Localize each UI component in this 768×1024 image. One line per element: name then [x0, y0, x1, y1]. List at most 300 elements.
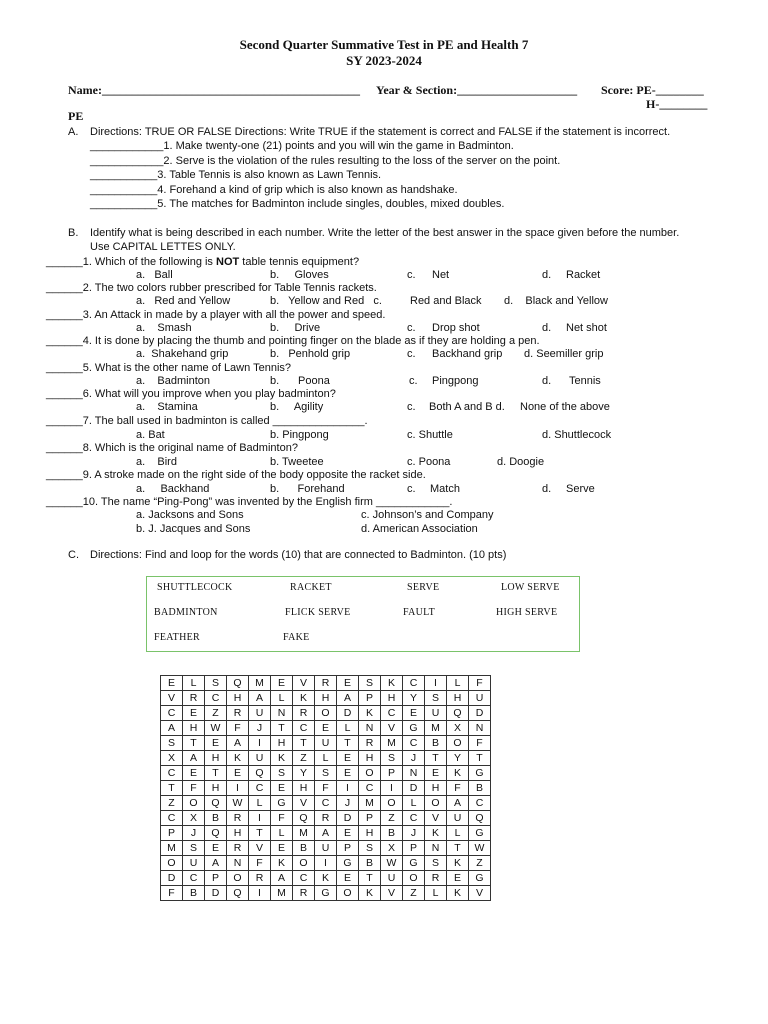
mc-question-3: ______3. An Attack in made by a player with all the power and speed. [46, 309, 386, 321]
grid-cell[interactable]: L [315, 751, 337, 766]
q5-option-c-letter: c. [409, 375, 418, 387]
grid-row [161, 811, 491, 826]
q6-option-c-letter: c. [407, 401, 416, 413]
grid-cell[interactable]: H [271, 736, 293, 751]
grid-cell[interactable]: O [337, 886, 359, 901]
grid-cell[interactable]: G [403, 721, 425, 736]
grid-cell[interactable]: G [337, 856, 359, 871]
part-b-letter: B. [68, 227, 79, 239]
grid-cell[interactable]: E [403, 706, 425, 721]
word-bank-item: FAULT [403, 607, 436, 618]
grid-cell[interactable]: V [469, 886, 491, 901]
grid-cell[interactable]: L [271, 826, 293, 841]
grid-cell[interactable]: T [337, 736, 359, 751]
q10-option-b: b. J. Jacques and Sons [136, 523, 251, 535]
q5-option-d-letter: d. [542, 375, 552, 387]
grid-cell[interactable]: O [183, 796, 205, 811]
grid-row [161, 871, 491, 886]
q3-option-d: Net shot [566, 322, 607, 334]
grid-cell[interactable]: F [271, 811, 293, 826]
grid-cell[interactable]: R [227, 841, 249, 856]
grid-cell[interactable]: A [249, 691, 271, 706]
grid-cell[interactable]: H [315, 691, 337, 706]
grid-row [161, 781, 491, 796]
grid-cell[interactable]: L [183, 676, 205, 691]
grid-cell[interactable]: E [271, 676, 293, 691]
grid-cell[interactable]: V [293, 676, 315, 691]
grid-cell[interactable]: O [227, 871, 249, 886]
grid-cell[interactable]: L [249, 796, 271, 811]
q1-option-c: Net [432, 269, 450, 281]
grid-cell[interactable]: G [403, 856, 425, 871]
grid-cell[interactable]: E [337, 766, 359, 781]
grid-cell[interactable]: U [447, 811, 469, 826]
grid-cell[interactable]: W [227, 796, 249, 811]
grid-cell[interactable]: F [315, 781, 337, 796]
grid-cell[interactable]: E [337, 871, 359, 886]
grid-cell[interactable]: B [183, 886, 205, 901]
grid-cell[interactable]: J [249, 721, 271, 736]
grid-cell[interactable]: W [381, 856, 403, 871]
q1-option-d: Racket [566, 269, 601, 281]
grid-cell[interactable]: W [205, 721, 227, 736]
grid-cell[interactable]: H [293, 781, 315, 796]
grid-cell[interactable]: R [293, 706, 315, 721]
q9-option-d-letter: d. [542, 483, 552, 495]
grid-cell[interactable]: U [315, 841, 337, 856]
grid-cell[interactable]: C [403, 811, 425, 826]
grid-cell[interactable]: O [381, 796, 403, 811]
grid-cell[interactable]: Q [227, 886, 249, 901]
q4-option-b: b. Penhold grip [270, 348, 351, 360]
grid-cell[interactable]: F [447, 781, 469, 796]
grid-cell[interactable]: M [249, 676, 271, 691]
grid-cell[interactable]: T [161, 781, 183, 796]
grid-cell[interactable]: Q [205, 796, 227, 811]
grid-row [161, 856, 491, 871]
year-section-field: Year & Section:____________________ [376, 83, 578, 97]
grid-cell[interactable]: E [205, 736, 227, 751]
grid-cell[interactable]: I [249, 811, 271, 826]
q5-option-b-letter: b. [270, 375, 280, 387]
grid-cell[interactable]: C [403, 676, 425, 691]
grid-cell[interactable]: K [359, 706, 381, 721]
grid-cell[interactable]: U [381, 871, 403, 886]
word-bank-item: HIGH SERVE [496, 607, 558, 618]
q10-option-d: d. American Association [361, 523, 478, 535]
grid-cell[interactable]: K [381, 676, 403, 691]
q7-option-d: d. Shuttlecock [542, 429, 612, 441]
grid-cell[interactable]: I [227, 781, 249, 796]
grid-cell[interactable]: L [447, 826, 469, 841]
grid-cell[interactable]: S [381, 751, 403, 766]
grid-cell[interactable]: V [249, 841, 271, 856]
grid-cell[interactable]: K [271, 856, 293, 871]
grid-cell[interactable]: R [359, 736, 381, 751]
grid-cell[interactable]: H [227, 826, 249, 841]
q1-option-b: b. Gloves [270, 269, 329, 281]
grid-cell[interactable]: R [183, 691, 205, 706]
grid-cell[interactable]: U [249, 751, 271, 766]
q4-option-c-letter: c. [407, 348, 416, 360]
grid-cell[interactable]: L [403, 796, 425, 811]
word-bank-item: SHUTTLECOCK [157, 582, 233, 593]
grid-cell[interactable]: V [293, 796, 315, 811]
q1-emphasis: NOT [216, 256, 240, 268]
grid-cell[interactable]: O [403, 871, 425, 886]
grid-row [161, 886, 491, 901]
grid-cell[interactable]: Q [227, 676, 249, 691]
grid-cell[interactable]: J [403, 826, 425, 841]
q1-text-post: table tennis equipment? [239, 256, 360, 268]
q6-option-d: None of the above [520, 401, 610, 413]
mc-question-4: ______4. It is done by placing the thumb and pointing finger on the blade as if they are holding a pen. [46, 335, 540, 347]
grid-cell[interactable]: E [337, 676, 359, 691]
q9-option-d: Serve [566, 483, 595, 495]
grid-cell[interactable]: H [359, 751, 381, 766]
grid-cell[interactable]: M [293, 826, 315, 841]
grid-cell[interactable]: F [469, 676, 491, 691]
grid-cell[interactable]: T [425, 751, 447, 766]
grid-cell[interactable]: G [271, 796, 293, 811]
grid-cell[interactable]: O [425, 796, 447, 811]
grid-cell[interactable]: K [271, 751, 293, 766]
grid-cell[interactable]: A [315, 826, 337, 841]
q8-option-d: d. Doogie [497, 456, 545, 468]
word-bank-item: LOW SERVE [501, 582, 560, 593]
q4-option-d: d. Seemiller grip [524, 348, 604, 360]
grid-cell[interactable]: M [425, 721, 447, 736]
grid-cell[interactable]: M [381, 736, 403, 751]
grid-cell[interactable]: F [183, 781, 205, 796]
word-bank-item: RACKET [290, 582, 332, 593]
grid-cell[interactable]: E [271, 841, 293, 856]
grid-cell[interactable]: A [205, 856, 227, 871]
grid-cell[interactable]: B [381, 826, 403, 841]
grid-cell[interactable]: N [425, 841, 447, 856]
grid-cell[interactable]: P [403, 841, 425, 856]
grid-cell[interactable]: W [469, 841, 491, 856]
grid-cell[interactable]: X [447, 721, 469, 736]
q5-option-d: Tennis [569, 375, 601, 387]
grid-cell[interactable]: T [249, 826, 271, 841]
grid-cell[interactable]: O [293, 856, 315, 871]
grid-cell[interactable]: C [403, 736, 425, 751]
grid-cell[interactable]: X [183, 811, 205, 826]
grid-cell[interactable]: I [315, 856, 337, 871]
grid-cell[interactable]: Z [381, 811, 403, 826]
grid-cell[interactable]: T [271, 721, 293, 736]
grid-cell[interactable]: D [337, 811, 359, 826]
grid-row [161, 706, 491, 721]
grid-row [161, 766, 491, 781]
q2-option-d: d. Black and Yellow [504, 295, 608, 307]
grid-cell[interactable]: D [337, 706, 359, 721]
grid-cell[interactable]: C [161, 766, 183, 781]
grid-cell[interactable]: C [183, 871, 205, 886]
grid-cell[interactable]: C [381, 706, 403, 721]
grid-cell[interactable]: P [337, 841, 359, 856]
grid-cell[interactable]: F [161, 886, 183, 901]
grid-cell[interactable]: F [249, 856, 271, 871]
grid-cell[interactable]: M [161, 841, 183, 856]
grid-row [161, 721, 491, 736]
grid-cell[interactable]: D [161, 871, 183, 886]
grid-cell[interactable]: E [161, 676, 183, 691]
grid-cell[interactable]: P [381, 766, 403, 781]
grid-cell[interactable]: U [469, 691, 491, 706]
grid-cell[interactable]: S [315, 766, 337, 781]
grid-cell[interactable]: L [447, 676, 469, 691]
grid-cell[interactable]: C [293, 871, 315, 886]
grid-cell[interactable]: H [359, 826, 381, 841]
grid-cell[interactable]: H [381, 691, 403, 706]
grid-cell[interactable]: A [271, 871, 293, 886]
grid-cell[interactable]: B [359, 856, 381, 871]
grid-cell[interactable]: H [205, 781, 227, 796]
grid-cell[interactable]: K [447, 766, 469, 781]
grid-cell[interactable]: O [359, 766, 381, 781]
grid-cell[interactable]: N [227, 856, 249, 871]
grid-cell[interactable]: X [161, 751, 183, 766]
grid-row [161, 751, 491, 766]
grid-cell[interactable]: T [359, 871, 381, 886]
grid-cell[interactable]: E [425, 766, 447, 781]
grid-cell[interactable]: K [447, 886, 469, 901]
grid-cell[interactable]: V [381, 721, 403, 736]
grid-cell[interactable]: E [183, 766, 205, 781]
grid-cell[interactable]: U [183, 856, 205, 871]
grid-cell[interactable]: Z [161, 796, 183, 811]
grid-cell[interactable]: I [337, 781, 359, 796]
grid-cell[interactable]: T [205, 766, 227, 781]
grid-cell[interactable]: Y [403, 691, 425, 706]
grid-cell[interactable]: I [425, 676, 447, 691]
q5-option-a: a. Badminton [136, 375, 210, 387]
grid-cell[interactable]: S [205, 676, 227, 691]
grid-cell[interactable]: E [315, 721, 337, 736]
grid-cell[interactable]: Q [447, 706, 469, 721]
grid-cell[interactable]: D [205, 886, 227, 901]
grid-cell[interactable]: B [205, 811, 227, 826]
grid-cell[interactable]: T [293, 736, 315, 751]
q1-option-c-letter: c. [407, 269, 416, 281]
grid-cell[interactable]: L [337, 721, 359, 736]
grid-cell[interactable]: S [359, 676, 381, 691]
grid-cell[interactable]: F [227, 721, 249, 736]
grid-cell[interactable]: M [271, 886, 293, 901]
mc-question-2: ______2. The two colors rubber prescribed for Table Tennis rackets. [46, 282, 377, 294]
grid-cell[interactable]: V [161, 691, 183, 706]
grid-row [161, 676, 491, 691]
grid-cell[interactable]: G [469, 871, 491, 886]
q9-option-c: Match [430, 483, 460, 495]
grid-cell[interactable]: C [359, 781, 381, 796]
q4-option-a: a. Shakehand grip [136, 348, 229, 360]
grid-cell[interactable]: I [381, 781, 403, 796]
grid-cell[interactable]: H [227, 691, 249, 706]
grid-cell[interactable]: X [381, 841, 403, 856]
score-pe-field: Score: PE-________ [601, 83, 704, 97]
grid-cell[interactable]: O [315, 706, 337, 721]
mc-question-1 [46, 256, 359, 269]
grid-cell[interactable]: Y [293, 766, 315, 781]
q4-option-c: Backhand grip [432, 348, 503, 360]
grid-cell[interactable]: E [337, 751, 359, 766]
grid-cell[interactable]: R [249, 871, 271, 886]
grid-cell[interactable]: R [425, 871, 447, 886]
grid-cell[interactable]: O [447, 736, 469, 751]
grid-cell[interactable]: J [403, 751, 425, 766]
grid-cell[interactable]: A [227, 736, 249, 751]
grid-cell[interactable]: G [469, 826, 491, 841]
grid-cell[interactable]: H [447, 691, 469, 706]
grid-cell[interactable]: I [249, 886, 271, 901]
q3-option-b: b. Drive [270, 322, 321, 334]
q7-option-b: b. Pingpong [270, 429, 329, 441]
grid-cell[interactable]: P [359, 691, 381, 706]
grid-cell[interactable]: A [183, 751, 205, 766]
grid-cell[interactable]: H [425, 781, 447, 796]
grid-cell[interactable]: S [183, 841, 205, 856]
grid-cell[interactable]: O [161, 856, 183, 871]
grid-row [161, 796, 491, 811]
grid-cell[interactable]: E [183, 706, 205, 721]
q5-option-c: Pingpong [432, 375, 479, 387]
grid-cell[interactable]: D [403, 781, 425, 796]
grid-cell[interactable]: Y [447, 751, 469, 766]
grid-cell[interactable]: P [161, 826, 183, 841]
grid-cell[interactable]: C [205, 691, 227, 706]
grid-cell[interactable]: C [469, 796, 491, 811]
grid-cell[interactable]: M [359, 796, 381, 811]
grid-cell[interactable]: A [447, 796, 469, 811]
grid-row [161, 736, 491, 751]
grid-cell[interactable]: E [271, 781, 293, 796]
grid-cell[interactable]: N [359, 721, 381, 736]
grid-cell[interactable]: C [315, 796, 337, 811]
word-bank-item: BADMINTON [154, 607, 218, 618]
part-c-directions: Directions: Find and loop for the words (10) that are connected to Badminton. (10 pts) [90, 549, 507, 561]
tf-item-3: ___________3. Table Tennis is also known as Lawn Tennis. [90, 169, 382, 181]
grid-cell[interactable]: T [183, 736, 205, 751]
grid-cell[interactable]: Z [205, 706, 227, 721]
grid-row [161, 841, 491, 856]
grid-cell[interactable]: V [381, 886, 403, 901]
grid-cell[interactable]: Z [403, 886, 425, 901]
grid-cell[interactable]: Q [205, 826, 227, 841]
grid-cell[interactable]: U [315, 736, 337, 751]
grid-cell[interactable]: K [315, 871, 337, 886]
grid-cell[interactable]: R [315, 811, 337, 826]
word-search-grid [160, 675, 491, 901]
word-bank-item: FLICK SERVE [285, 607, 351, 618]
grid-cell[interactable]: D [469, 706, 491, 721]
grid-cell[interactable]: S [161, 736, 183, 751]
grid-cell[interactable]: I [249, 736, 271, 751]
grid-cell[interactable]: C [249, 781, 271, 796]
q3-option-a: a. Smash [136, 322, 192, 334]
part-c-letter: C. [68, 549, 79, 561]
grid-cell[interactable]: Q [469, 811, 491, 826]
grid-cell[interactable]: K [425, 826, 447, 841]
grid-cell[interactable]: E [447, 871, 469, 886]
grid-cell[interactable]: B [293, 841, 315, 856]
grid-cell[interactable]: V [425, 811, 447, 826]
grid-cell[interactable]: J [337, 796, 359, 811]
q1-text-pre: ______1. Which of the following is [46, 256, 216, 268]
grid-cell[interactable]: P [359, 811, 381, 826]
grid-cell[interactable]: K [359, 886, 381, 901]
subject-heading: PE [68, 109, 84, 123]
q2-option-b: b. Yellow and Red c. [270, 295, 382, 307]
q1-option-d-letter: d. [542, 269, 552, 281]
grid-cell[interactable]: B [469, 781, 491, 796]
grid-cell[interactable]: E [205, 841, 227, 856]
grid-cell[interactable]: B [425, 736, 447, 751]
grid-cell[interactable]: R [227, 811, 249, 826]
grid-cell[interactable]: H [205, 751, 227, 766]
mc-question-9: ______9. A stroke made on the right side of the body opposite the racket side. [46, 469, 426, 481]
grid-cell[interactable]: R [227, 706, 249, 721]
grid-cell[interactable]: R [293, 886, 315, 901]
grid-cell[interactable]: H [183, 721, 205, 736]
grid-cell[interactable]: A [337, 691, 359, 706]
part-b-directions: Identify what is being described in each number. Write the letter of the best answer in the space given before the number. [90, 227, 680, 239]
tf-item-1: ____________1. Make twenty-one (21) points and you will win the game in Badminton. [90, 140, 514, 152]
grid-cell[interactable]: F [469, 736, 491, 751]
grid-cell[interactable]: N [403, 766, 425, 781]
grid-cell[interactable]: C [161, 706, 183, 721]
tf-item-4: ___________4. Forehand a kind of grip which is also known as handshake. [90, 184, 458, 196]
grid-cell[interactable]: G [315, 886, 337, 901]
grid-cell[interactable]: Q [249, 766, 271, 781]
grid-cell[interactable]: K [447, 856, 469, 871]
q8-option-c: c. Poona [407, 456, 451, 468]
grid-cell[interactable]: S [271, 766, 293, 781]
grid-cell[interactable]: N [469, 721, 491, 736]
grid-cell[interactable]: E [227, 766, 249, 781]
grid-cell[interactable]: L [425, 886, 447, 901]
grid-cell[interactable]: S [359, 841, 381, 856]
grid-cell[interactable]: K [227, 751, 249, 766]
school-year: SY 2023-2024 [346, 53, 422, 68]
grid-cell[interactable]: P [205, 871, 227, 886]
grid-cell[interactable]: A [161, 721, 183, 736]
grid-cell[interactable]: Q [293, 811, 315, 826]
grid-cell[interactable]: N [271, 706, 293, 721]
grid-row [161, 826, 491, 841]
grid-cell[interactable]: L [271, 691, 293, 706]
grid-cell[interactable]: Z [293, 751, 315, 766]
grid-cell[interactable]: S [425, 691, 447, 706]
grid-cell[interactable]: T [469, 751, 491, 766]
grid-cell[interactable]: C [293, 721, 315, 736]
grid-cell[interactable]: J [183, 826, 205, 841]
grid-cell[interactable]: U [249, 706, 271, 721]
grid-cell[interactable]: E [337, 826, 359, 841]
grid-cell[interactable]: K [293, 691, 315, 706]
grid-cell[interactable]: S [425, 856, 447, 871]
grid-cell[interactable]: G [469, 766, 491, 781]
grid-cell[interactable]: Z [469, 856, 491, 871]
grid-cell[interactable]: T [447, 841, 469, 856]
q9-option-a: a. Backhand [136, 483, 210, 495]
q2-option-a: a. Red and Yellow [136, 295, 231, 307]
grid-cell[interactable]: U [425, 706, 447, 721]
grid-cell[interactable]: R [315, 676, 337, 691]
grid-cell[interactable]: C [161, 811, 183, 826]
